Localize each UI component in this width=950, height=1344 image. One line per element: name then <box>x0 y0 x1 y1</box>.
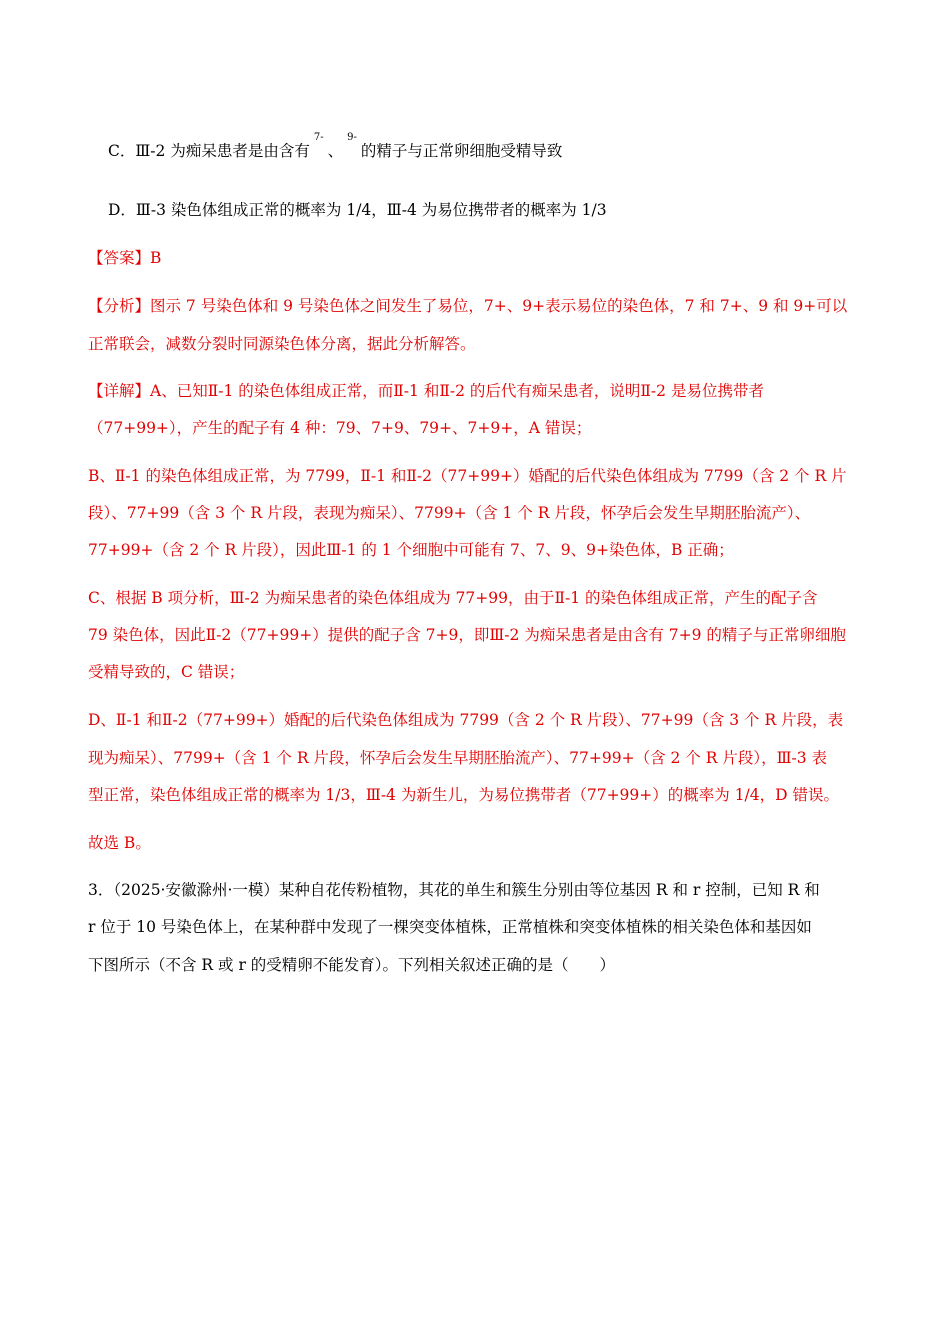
analysis-line-2: 正常联会，减数分裂时同源染色体分离，据此分析解答。 <box>88 335 476 353</box>
detail-b-line-2: 段）、77+99（含 3 个 R 片段，表现为痴呆）、7799+（含 1 个 R 片段，怀孕后会发生早期胚胎流产）、 <box>88 504 811 522</box>
option-c-separator: 、 <box>327 142 344 160</box>
detail-c-line-2: 79 染色体，因此Ⅱ-2（77+99+）提供的配子含 7+9，即Ⅲ-2 为痴呆患者是由含有 7+9 的精子与正常卵细胞 <box>88 626 846 644</box>
detail-c-line-1: C、根据 B 项分析，Ⅲ-2 为痴呆患者的染色体组成为 77+99，由于Ⅱ-1 的染色体组成正常，产生的配子含 <box>88 589 818 607</box>
detail-c-line-3: 受精导致的，C 错误； <box>88 663 245 681</box>
analysis-line-1: 【分析】图示 7 号染色体和 9 号染色体之间发生了易位，7+、9+表示易位的染色体，7 和 7+、9 和 9+可以 <box>88 297 848 315</box>
question-3-line-2: r 位于 10 号染色体上，在某种群中发现了一棵突变体植株，正常植株和突变体植株的相关染色体和基因如 <box>88 918 812 936</box>
detail-d-line-2: 现为痴呆）、7799+（含 1 个 R 片段，怀孕后会发生早期胚胎流产）、77+99+（含 2 个 R 片段），Ⅲ-3 表 <box>88 749 828 767</box>
detail-conclusion: 故选 B。 <box>88 834 151 852</box>
option-c-sup-9: 9- <box>347 132 357 143</box>
answer-label: 【答案】B <box>88 249 162 267</box>
option-c-text-start: C．Ⅲ-2 为痴呆患者是由含有 <box>108 142 310 160</box>
option-d: D．Ⅲ-3 染色体组成正常的概率为 1/4，Ⅲ-4 为易位携带者的概率为 1/3 <box>108 201 607 219</box>
detail-d-line-1: D、Ⅱ-1 和Ⅱ-2（77+99+）婚配的后代染色体组成为 7799（含 2 个 R 片段）、77+99（含 3 个 R 片段，表 <box>88 711 844 729</box>
question-3-line-1: 3．（2025·安徽滁州·一模）某种自花传粉植物，其花的单生和簇生分别由等位基因 R 和 r 控制，已知 R 和 <box>88 881 820 899</box>
option-c <box>108 132 563 164</box>
detail-b-line-3: 77+99+（含 2 个 R 片段），因此Ⅲ-1 的 1 个细胞中可能有 7、7、9、9+染色体，B 正确； <box>88 541 734 559</box>
option-c-sup-7: 7- <box>313 132 324 143</box>
detail-b-line-1: B、Ⅱ-1 的染色体组成正常，为 7799，Ⅱ-1 和Ⅱ-2（77+99+）婚配的后代染色体组成为 7799（含 2 个 R 片 <box>88 467 847 485</box>
question-3-line-3: 下图所示（不含 R 或 r 的受精卵不能发育）。下列相关叙述正确的是（ ） <box>88 956 616 974</box>
detail-a-line-2: （77+99+），产生的配子有 4 种：79、7+9、79+、7+9+，A 错误； <box>88 419 592 437</box>
detail-a-line-1: 【详解】A、已知Ⅱ-1 的染色体组成正常，而Ⅱ-1 和Ⅱ-2 的后代有痴呆患者，说明Ⅱ-2 是易位携带者 <box>88 382 764 400</box>
detail-d-line-3: 型正常，染色体组成正常的概率为 1/3，Ⅲ-4 为新生儿，为易位携带者（77+99+）的概率为 1/4，D 错误。 <box>88 786 839 804</box>
option-c-text-end: 的精子与正常卵细胞受精导致 <box>360 142 563 160</box>
